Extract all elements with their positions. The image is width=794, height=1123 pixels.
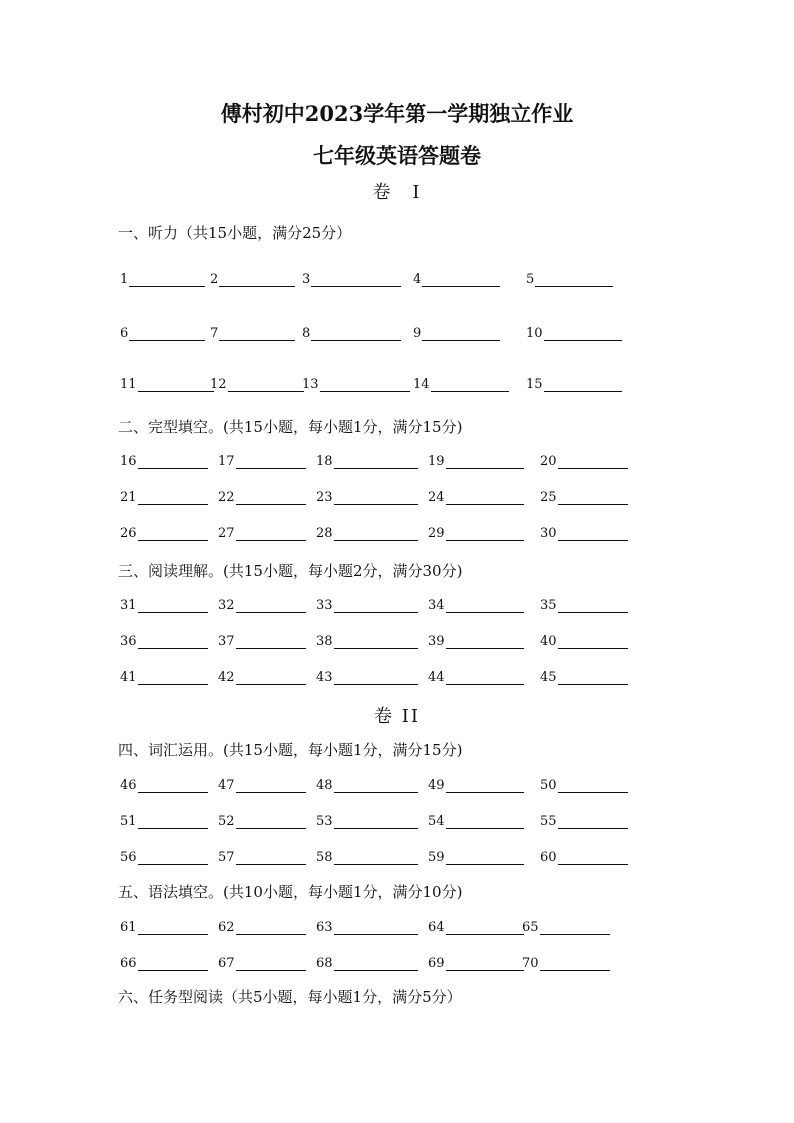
answer-item (120, 598, 208, 613)
question-number: 48 (316, 778, 333, 793)
question-number: 24 (428, 490, 445, 505)
answer-item (218, 956, 306, 971)
question-number: 53 (316, 814, 333, 829)
question-number: 23 (316, 490, 333, 505)
answer-item (522, 956, 610, 971)
question-number: 11 (120, 377, 137, 392)
answer-item (428, 634, 524, 649)
section-listening-heading: 一、听力（共15小题，满分25分） (118, 224, 352, 242)
page-title: 傅村初中2023学年第一学期独立作业 (220, 101, 574, 126)
answer-item (120, 490, 208, 505)
answer-item (120, 526, 208, 541)
question-number: 1 (120, 272, 129, 287)
volume-one-heading: 卷 Ⅰ (372, 182, 422, 203)
answer-item (218, 814, 306, 829)
answer-blank[interactable] (446, 816, 524, 829)
question-number: 57 (218, 850, 235, 865)
answer-blank[interactable] (320, 379, 410, 392)
question-number: 50 (540, 778, 557, 793)
answer-blank[interactable] (236, 492, 306, 505)
question-number: 15 (526, 377, 543, 392)
answer-blank[interactable] (138, 922, 208, 935)
answer-item (413, 326, 500, 341)
answer-blank[interactable] (446, 528, 524, 541)
answer-blank[interactable] (446, 958, 524, 971)
question-number: 14 (413, 377, 430, 392)
answer-item (428, 814, 524, 829)
question-number: 10 (526, 326, 543, 341)
answer-item (120, 814, 208, 829)
answer-item (526, 377, 622, 392)
page-subtitle: 七年级英语答题卷 (313, 143, 481, 168)
answer-item (120, 326, 205, 341)
answer-blank[interactable] (431, 379, 509, 392)
answer-blank[interactable] (311, 274, 401, 287)
question-number: 41 (120, 670, 137, 685)
answer-blank[interactable] (311, 328, 401, 341)
question-number: 12 (210, 377, 227, 392)
answer-blank[interactable] (138, 780, 208, 793)
question-number: 67 (218, 956, 235, 971)
answer-item (316, 634, 418, 649)
answer-item (316, 490, 418, 505)
answer-blank[interactable] (236, 852, 306, 865)
question-number: 47 (218, 778, 235, 793)
question-number: 8 (302, 326, 311, 341)
answer-item (316, 778, 418, 793)
question-number: 4 (413, 272, 422, 287)
answer-blank[interactable] (219, 328, 295, 341)
question-number: 39 (428, 634, 445, 649)
question-number: 49 (428, 778, 445, 793)
answer-blank[interactable] (558, 600, 628, 613)
answer-item (540, 454, 628, 469)
question-number: 28 (316, 526, 333, 541)
question-number: 21 (120, 490, 137, 505)
answer-blank[interactable] (236, 958, 306, 971)
section-task-reading-heading: 六、任务型阅读（共5小题，每小题1分，满分5分） (118, 988, 462, 1006)
answer-blank[interactable] (334, 958, 418, 971)
answer-item (120, 634, 208, 649)
answer-blank[interactable] (446, 456, 524, 469)
question-number: 9 (413, 326, 422, 341)
answer-item (120, 956, 208, 971)
answer-blank[interactable] (138, 456, 208, 469)
question-number: 42 (218, 670, 235, 685)
answer-item (218, 454, 306, 469)
answer-blank[interactable] (558, 780, 628, 793)
answer-blank[interactable] (422, 274, 500, 287)
answer-blank[interactable] (558, 852, 628, 865)
answer-item (218, 778, 306, 793)
answer-blank[interactable] (558, 672, 628, 685)
answer-item (120, 778, 208, 793)
question-number: 58 (316, 850, 333, 865)
answer-item (413, 377, 509, 392)
answer-blank[interactable] (540, 958, 610, 971)
question-number: 65 (522, 920, 539, 935)
answer-item (218, 920, 306, 935)
answer-item (120, 377, 214, 392)
answer-item (540, 526, 628, 541)
answer-blank[interactable] (446, 780, 524, 793)
answer-blank[interactable] (334, 852, 418, 865)
question-number: 33 (316, 598, 333, 613)
answer-item (428, 778, 524, 793)
question-number: 30 (540, 526, 557, 541)
question-number: 62 (218, 920, 235, 935)
answer-blank[interactable] (334, 528, 418, 541)
question-number: 44 (428, 670, 445, 685)
answer-item (218, 850, 306, 865)
answer-blank[interactable] (138, 492, 208, 505)
answer-item (210, 272, 295, 287)
answer-item (540, 814, 628, 829)
question-number: 16 (120, 454, 137, 469)
answer-item (218, 670, 306, 685)
answer-blank[interactable] (558, 456, 628, 469)
question-number: 7 (210, 326, 219, 341)
answer-item (316, 814, 418, 829)
question-number: 43 (316, 670, 333, 685)
question-number: 37 (218, 634, 235, 649)
answer-blank[interactable] (446, 600, 524, 613)
answer-blank[interactable] (535, 274, 613, 287)
answer-blank[interactable] (236, 672, 306, 685)
question-number: 45 (540, 670, 557, 685)
answer-blank[interactable] (236, 528, 306, 541)
answer-blank[interactable] (540, 922, 610, 935)
answer-item (540, 490, 628, 505)
question-number: 32 (218, 598, 235, 613)
answer-item (428, 850, 524, 865)
section-vocabulary-heading: 四、词汇运用。(共15小题，每小题1分，满分15分) (118, 741, 463, 759)
question-number: 3 (302, 272, 311, 287)
question-number: 68 (316, 956, 333, 971)
answer-item (428, 956, 524, 971)
answer-blank[interactable] (138, 528, 208, 541)
question-number: 6 (120, 326, 129, 341)
answer-item (316, 850, 418, 865)
question-number: 38 (316, 634, 333, 649)
question-number: 56 (120, 850, 137, 865)
answer-item (522, 920, 610, 935)
answer-blank[interactable] (334, 922, 418, 935)
answer-item (120, 670, 208, 685)
question-number: 29 (428, 526, 445, 541)
question-number: 52 (218, 814, 235, 829)
question-number: 51 (120, 814, 137, 829)
question-number: 70 (522, 956, 539, 971)
answer-blank[interactable] (236, 636, 306, 649)
answer-item (526, 272, 613, 287)
answer-blank[interactable] (138, 636, 208, 649)
answer-blank[interactable] (422, 328, 500, 341)
answer-blank[interactable] (138, 852, 208, 865)
answer-item (413, 272, 500, 287)
question-number: 60 (540, 850, 557, 865)
answer-blank[interactable] (138, 379, 214, 392)
question-number: 2 (210, 272, 219, 287)
answer-item (316, 526, 418, 541)
answer-item (526, 326, 622, 341)
answer-blank[interactable] (138, 958, 208, 971)
answer-blank[interactable] (446, 922, 524, 935)
question-number: 63 (316, 920, 333, 935)
volume-two-heading: 卷 II (374, 706, 420, 727)
answer-item (316, 454, 418, 469)
question-number: 64 (428, 920, 445, 935)
section-cloze-heading: 二、完型填空。(共15小题，每小题1分，满分15分) (118, 418, 463, 436)
question-number: 59 (428, 850, 445, 865)
question-number: 17 (218, 454, 235, 469)
answer-blank[interactable] (228, 379, 304, 392)
answer-item (218, 526, 306, 541)
answer-item (218, 634, 306, 649)
answer-item (428, 490, 524, 505)
answer-blank[interactable] (334, 816, 418, 829)
question-number: 61 (120, 920, 137, 935)
answer-blank[interactable] (558, 816, 628, 829)
answer-blank[interactable] (446, 636, 524, 649)
question-number: 35 (540, 598, 557, 613)
answer-blank[interactable] (558, 492, 628, 505)
question-number: 27 (218, 526, 235, 541)
answer-blank[interactable] (138, 672, 208, 685)
answer-item (540, 850, 628, 865)
answer-blank[interactable] (544, 379, 622, 392)
answer-blank[interactable] (129, 274, 205, 287)
answer-item (428, 526, 524, 541)
question-number: 46 (120, 778, 137, 793)
answer-item (428, 670, 524, 685)
question-number: 69 (428, 956, 445, 971)
question-number: 25 (540, 490, 557, 505)
answer-item (210, 326, 295, 341)
answer-blank[interactable] (129, 328, 205, 341)
question-number: 5 (526, 272, 535, 287)
answer-blank[interactable] (334, 600, 418, 613)
question-number: 34 (428, 598, 445, 613)
answer-blank[interactable] (236, 780, 306, 793)
answer-item (316, 598, 418, 613)
answer-blank[interactable] (446, 492, 524, 505)
question-number: 18 (316, 454, 333, 469)
answer-item (120, 454, 208, 469)
answer-blank[interactable] (138, 816, 208, 829)
question-number: 55 (540, 814, 557, 829)
answer-item (120, 920, 208, 935)
question-number: 19 (428, 454, 445, 469)
question-number: 66 (120, 956, 137, 971)
answer-blank[interactable] (446, 852, 524, 865)
question-number: 26 (120, 526, 137, 541)
answer-blank[interactable] (236, 456, 306, 469)
section-reading-heading: 三、阅读理解。(共15小题，每小题2分，满分30分) (118, 562, 463, 580)
answer-item (428, 920, 524, 935)
answer-blank[interactable] (236, 922, 306, 935)
answer-blank[interactable] (138, 600, 208, 613)
answer-blank[interactable] (334, 672, 418, 685)
answer-item (218, 490, 306, 505)
answer-blank[interactable] (334, 780, 418, 793)
answer-item (120, 850, 208, 865)
answer-item (316, 670, 418, 685)
answer-item (316, 956, 418, 971)
answer-blank[interactable] (558, 636, 628, 649)
answer-blank[interactable] (236, 816, 306, 829)
answer-item (540, 670, 628, 685)
question-number: 36 (120, 634, 137, 649)
question-number: 40 (540, 634, 557, 649)
answer-blank[interactable] (334, 456, 418, 469)
answer-item (540, 778, 628, 793)
question-number: 22 (218, 490, 235, 505)
answer-blank[interactable] (334, 636, 418, 649)
answer-item (210, 377, 304, 392)
question-number: 31 (120, 598, 137, 613)
answer-item (540, 634, 628, 649)
answer-blank[interactable] (446, 672, 524, 685)
section-grammar-heading: 五、语法填空。(共10小题，每小题1分，满分10分) (118, 883, 463, 901)
answer-item (218, 598, 306, 613)
answer-item (120, 272, 205, 287)
question-number: 13 (302, 377, 319, 392)
answer-item (540, 598, 628, 613)
answer-item (428, 598, 524, 613)
answer-blank[interactable] (544, 328, 622, 341)
answer-item (302, 377, 410, 392)
question-number: 54 (428, 814, 445, 829)
answer-blank[interactable] (219, 274, 295, 287)
answer-blank[interactable] (236, 600, 306, 613)
answer-item (428, 454, 524, 469)
answer-item (316, 920, 418, 935)
answer-item (302, 326, 401, 341)
answer-item (302, 272, 401, 287)
answer-blank[interactable] (334, 492, 418, 505)
question-number: 20 (540, 454, 557, 469)
answer-blank[interactable] (558, 528, 628, 541)
